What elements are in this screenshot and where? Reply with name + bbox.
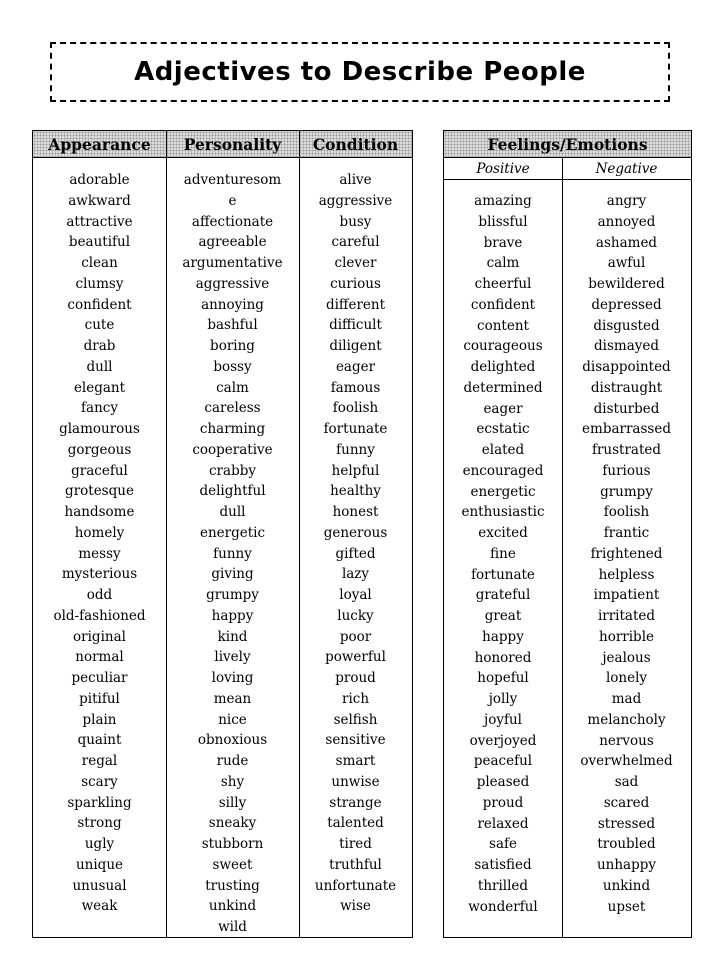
- list-item: stubborn: [201, 836, 264, 852]
- list-item: amazing: [474, 193, 532, 209]
- list-item: different: [325, 296, 386, 313]
- positive-column: [444, 191, 562, 917]
- list-item: e: [228, 192, 237, 209]
- list-item: glamourous: [59, 421, 140, 437]
- list-item: stressed: [597, 815, 656, 832]
- list-item: difficult: [329, 317, 382, 334]
- header-personality-label: Personality: [183, 134, 282, 154]
- list-item: normal: [75, 649, 124, 666]
- list-item: obnoxious: [197, 732, 268, 749]
- list-item: unfortunate: [314, 877, 397, 894]
- list-item: agreeable: [198, 234, 267, 251]
- list-item: sneaky: [208, 815, 257, 832]
- list-item: talented: [327, 815, 384, 832]
- list-item: unusual: [72, 877, 127, 894]
- list-item: elated: [481, 442, 525, 458]
- subheader-positive-label: Positive: [476, 160, 530, 177]
- list-item: upset: [607, 898, 646, 915]
- list-item: awful: [607, 255, 646, 272]
- list-item: clever: [334, 255, 377, 271]
- list-item: satisfied: [474, 857, 532, 873]
- list-item: careful: [331, 234, 380, 251]
- list-item: bewildered: [588, 276, 665, 292]
- list-item: adorable: [69, 172, 130, 188]
- list-item: proud: [482, 794, 524, 811]
- list-item: quaint: [77, 732, 122, 749]
- negative-column: [562, 191, 691, 917]
- list-item: handsome: [64, 504, 135, 520]
- list-item: messy: [78, 545, 121, 562]
- list-item: rich: [341, 690, 370, 707]
- list-item: lonely: [605, 670, 648, 687]
- list-item: sensitive: [325, 732, 386, 749]
- list-item: bossy: [213, 358, 252, 375]
- list-item: helpful: [331, 462, 380, 479]
- list-item: crabby: [209, 462, 256, 479]
- list-item: nervous: [599, 732, 654, 749]
- list-item: annoyed: [597, 213, 656, 230]
- list-item: honored: [474, 649, 532, 666]
- list-item: bashful: [207, 317, 258, 334]
- list-item: jealous: [602, 649, 651, 666]
- list-item: happy: [482, 628, 524, 645]
- feelings-table: [443, 130, 692, 938]
- list-item: mean: [213, 690, 252, 707]
- list-item: strange: [329, 794, 382, 811]
- list-item: busy: [339, 213, 372, 230]
- list-item: funny: [213, 545, 252, 562]
- list-item: helpless: [598, 566, 655, 583]
- list-item: mad: [611, 691, 642, 707]
- list-item: honest: [332, 504, 379, 520]
- list-item: brave: [483, 234, 523, 251]
- list-item: poor: [339, 628, 372, 645]
- list-item: sweet: [212, 856, 253, 873]
- list-item: courageous: [463, 338, 543, 355]
- list-item: scared: [603, 794, 650, 811]
- list-item: careless: [204, 400, 261, 417]
- list-item: jolly: [488, 691, 518, 707]
- list-item: loyal: [339, 587, 372, 603]
- list-item: unwise: [331, 773, 380, 790]
- list-item: clumsy: [75, 275, 124, 292]
- list-item: content: [477, 317, 529, 334]
- condition-column: [299, 170, 412, 917]
- list-item: furious: [602, 462, 651, 479]
- list-item: sad: [614, 774, 639, 790]
- list-item: fortunate: [471, 566, 535, 583]
- list-item: frustrated: [591, 442, 662, 458]
- header-condition-label: Condition: [312, 134, 399, 154]
- list-item: unhappy: [596, 857, 657, 873]
- list-item: gorgeous: [67, 441, 132, 458]
- list-item: fine: [490, 545, 516, 562]
- list-item: beautiful: [68, 234, 131, 251]
- list-item: diligent: [329, 338, 382, 354]
- list-item: disgusted: [593, 317, 660, 334]
- list-item: enthusiastic: [461, 504, 545, 521]
- list-item: disappointed: [582, 359, 671, 375]
- subheader-negative-label: Negative: [595, 160, 658, 177]
- list-item: sparkling: [67, 794, 132, 811]
- list-item: thrilled: [477, 877, 529, 894]
- title-box: [50, 42, 670, 102]
- personality-column: [166, 170, 299, 938]
- list-item: troubled: [597, 836, 656, 853]
- list-item: excited: [478, 525, 528, 541]
- list-item: mysterious: [61, 566, 138, 583]
- subheader-positive: [444, 158, 562, 180]
- list-item: powerful: [325, 649, 386, 666]
- list-item: great: [484, 608, 522, 624]
- list-item: delighted: [470, 359, 536, 375]
- list-item: melancholy: [587, 711, 666, 728]
- list-item: wise: [340, 898, 371, 915]
- list-item: wild: [218, 919, 247, 935]
- list-item: impatient: [593, 587, 660, 604]
- list-item: selfish: [333, 711, 378, 728]
- list-item: pitiful: [79, 690, 120, 707]
- list-item: frightened: [590, 545, 663, 562]
- list-item: unique: [75, 856, 124, 873]
- list-item: trusting: [205, 877, 260, 894]
- list-item: gifted: [335, 545, 376, 562]
- list-item: overwhelmed: [580, 753, 673, 770]
- header-appearance-label: Appearance: [48, 134, 151, 154]
- list-item: eager: [335, 358, 376, 375]
- list-item: peculiar: [71, 670, 128, 686]
- list-item: determined: [463, 379, 543, 396]
- subheader-negative: [562, 158, 691, 180]
- list-item: attractive: [66, 213, 133, 230]
- list-item: affectionate: [191, 213, 274, 230]
- list-item: proud: [335, 670, 376, 686]
- list-item: lively: [214, 649, 251, 666]
- header-personality: [166, 130, 299, 158]
- list-item: healthy: [330, 483, 381, 500]
- list-item: cheerful: [474, 276, 532, 292]
- list-item: plain: [82, 711, 117, 728]
- list-item: strong: [77, 815, 122, 832]
- list-item: rude: [216, 753, 249, 769]
- list-item: irritated: [597, 608, 656, 624]
- list-item: kind: [217, 628, 248, 645]
- list-item: ugly: [84, 836, 115, 852]
- list-item: dismayed: [594, 338, 659, 355]
- list-item: eager: [483, 400, 523, 417]
- list-item: odd: [86, 587, 113, 603]
- list-item: tired: [339, 836, 372, 852]
- list-item: confident: [470, 296, 536, 313]
- list-item: grumpy: [206, 587, 259, 603]
- list-item: unkind: [602, 877, 651, 894]
- list-item: shy: [220, 773, 245, 790]
- list-item: boring: [210, 338, 255, 354]
- list-item: dull: [86, 358, 113, 375]
- list-item: aggressive: [318, 192, 393, 209]
- list-item: lucky: [337, 607, 374, 624]
- list-item: adventuresom: [183, 172, 282, 188]
- appearance-column: [33, 170, 166, 917]
- list-item: argumentative: [182, 255, 283, 271]
- list-item: depressed: [591, 296, 662, 313]
- list-item: distraught: [590, 379, 663, 396]
- list-item: peaceful: [473, 753, 533, 770]
- list-item: generous: [323, 524, 388, 541]
- list-item: giving: [211, 566, 254, 583]
- list-item: original: [73, 628, 126, 645]
- list-item: cooperative: [192, 441, 273, 458]
- list-item: annoying: [201, 296, 264, 313]
- list-item: elegant: [73, 379, 126, 396]
- list-item: calm: [486, 255, 520, 272]
- list-item: blissful: [478, 213, 528, 230]
- adjectives-table: [32, 130, 413, 938]
- list-item: grumpy: [600, 483, 653, 500]
- list-item: foolish: [332, 400, 379, 417]
- list-item: nice: [218, 711, 247, 728]
- list-item: ecstatic: [476, 421, 530, 438]
- list-item: horrible: [599, 628, 654, 645]
- list-item: graceful: [71, 462, 128, 479]
- list-item: wonderful: [468, 898, 538, 915]
- list-item: confident: [67, 296, 132, 313]
- list-item: ashamed: [595, 234, 658, 251]
- list-item: famous: [330, 379, 381, 396]
- list-item: embarrassed: [582, 421, 671, 438]
- list-item: lazy: [341, 566, 370, 583]
- list-item: calm: [216, 379, 249, 396]
- list-item: old-fashioned: [53, 607, 146, 624]
- list-item: drab: [83, 338, 116, 354]
- list-item: clean: [81, 255, 118, 271]
- list-item: funny: [336, 441, 375, 458]
- list-item: delightful: [199, 483, 266, 500]
- list-item: unkind: [208, 898, 257, 915]
- list-item: disturbed: [593, 400, 660, 417]
- list-item: weak: [81, 898, 118, 915]
- list-item: safe: [489, 836, 517, 853]
- list-item: energetic: [470, 483, 536, 500]
- list-item: overjoyed: [469, 732, 537, 749]
- list-item: fortunate: [323, 421, 388, 437]
- list-item: aggressive: [195, 275, 270, 292]
- list-item: regal: [81, 753, 118, 769]
- list-item: happy: [211, 607, 254, 624]
- list-item: energetic: [199, 524, 266, 541]
- list-item: smart: [335, 753, 376, 769]
- list-item: hopeful: [477, 670, 529, 687]
- list-item: dull: [219, 504, 246, 520]
- list-item: joyful: [484, 711, 522, 728]
- list-item: loving: [211, 670, 254, 686]
- list-item: grotesque: [65, 483, 134, 500]
- list-item: alive: [339, 172, 372, 188]
- list-item: scary: [81, 773, 118, 790]
- list-item: charming: [199, 421, 266, 437]
- list-item: silly: [218, 794, 247, 811]
- list-item: cute: [84, 317, 115, 334]
- list-item: pleased: [476, 774, 530, 790]
- header-condition: [299, 130, 412, 158]
- list-item: encouraged: [462, 462, 544, 479]
- header-feelings-label: Feelings/Emotions: [487, 134, 648, 154]
- list-item: grateful: [475, 587, 531, 604]
- list-item: homely: [74, 524, 125, 541]
- list-item: relaxed: [477, 815, 529, 832]
- header-feelings: [444, 130, 691, 158]
- page-title: Adjectives to Describe People: [134, 57, 586, 87]
- list-item: fancy: [81, 400, 118, 417]
- list-item: frantic: [603, 525, 650, 541]
- list-item: foolish: [603, 504, 650, 521]
- list-item: awkward: [68, 192, 131, 209]
- list-item: truthful: [329, 856, 382, 873]
- list-item: curious: [330, 275, 381, 292]
- header-appearance: [33, 130, 166, 158]
- list-item: angry: [606, 193, 647, 209]
